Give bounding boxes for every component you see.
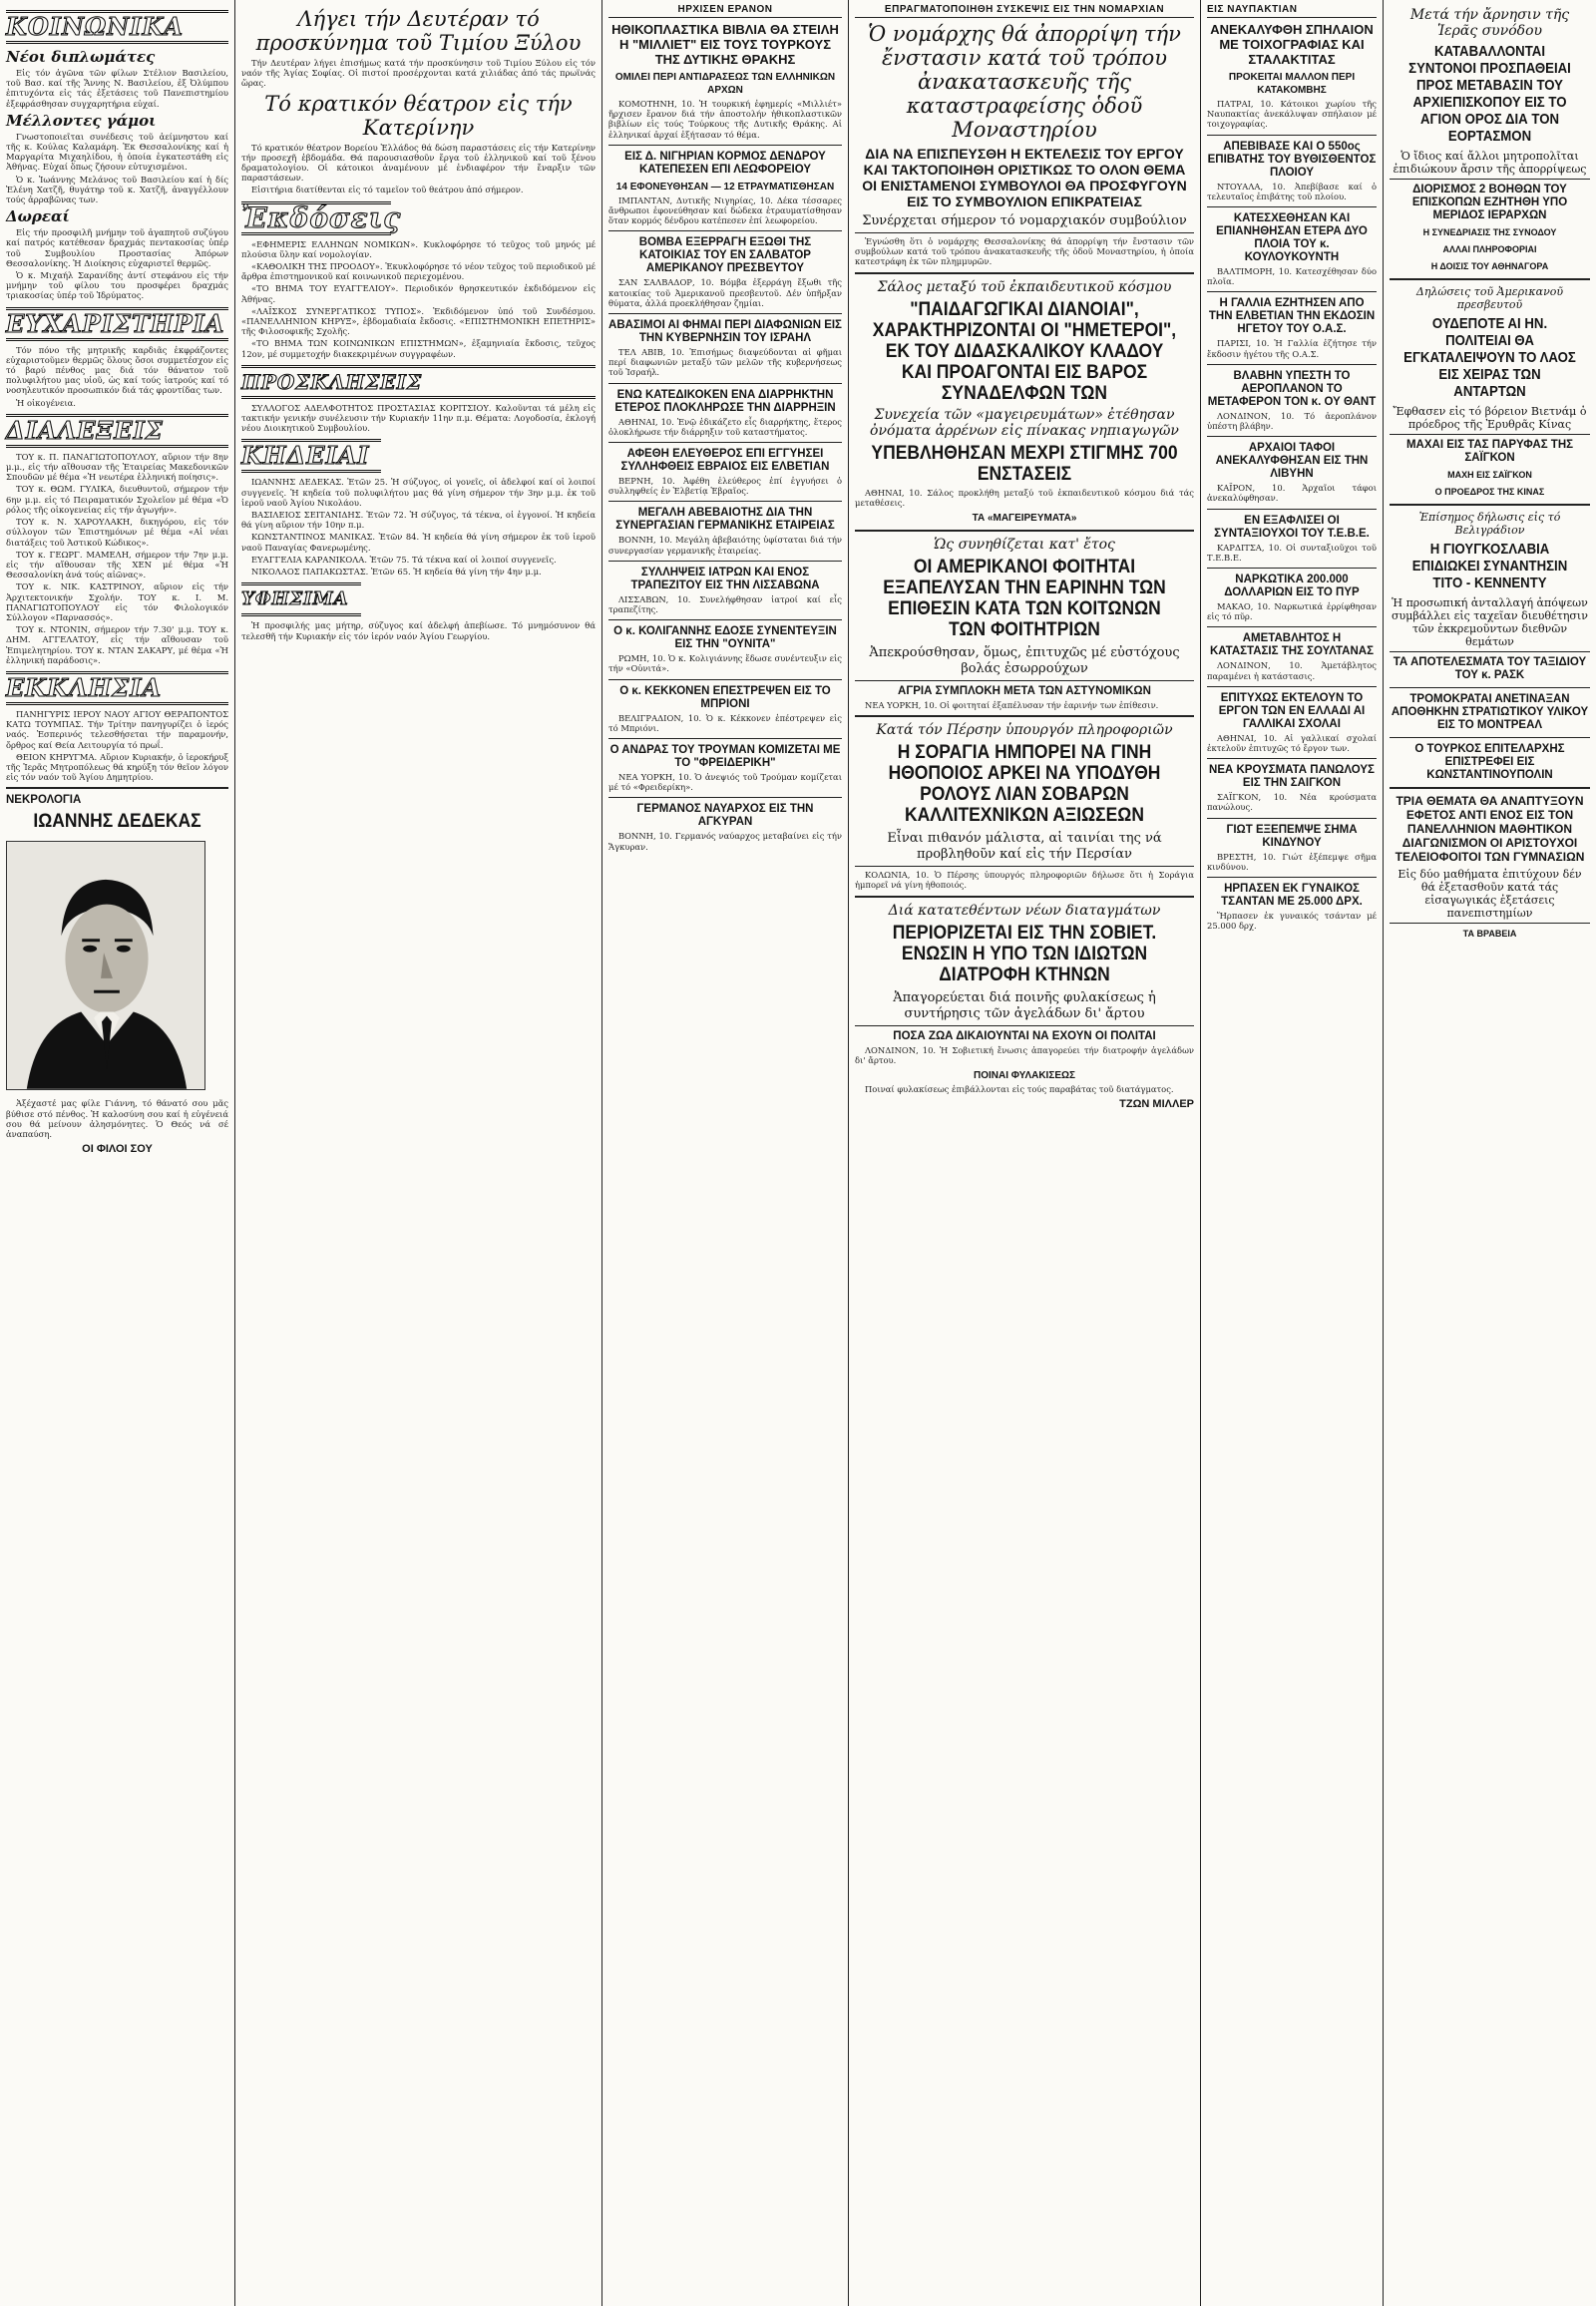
headline: Η ΣΟΡΑΓΙΑ ΗΜΠΟΡΕΙ ΝΑ ΓΙΝΗ ΗΘΟΠΟΙΟΣ ΑΡΚΕΙ ΝΑ ΥΠΟΔΥΘΗ ΡΟΛΟΥΣ ΛΙΑΝ ΣΟΒΑΡΩΝ ΚΑΛΛΙΤΕΧΝΙΚΩΝ ΑΞΙΩΣΕΩΝ bbox=[888, 742, 1161, 827]
headline: Ο κ. ΚΕΚΚΟΝΕΝ ΕΠΕΣΤΡΕΨΕΝ ΕΙΣ ΤΟ ΜΠΡΙΟΝΙ bbox=[619, 684, 831, 710]
body-text: ΠΑΝΗΓΥΡΙΣ ΙΕΡΟΥ ΝΑΟΥ ΑΓΙΟΥ ΘΕΡΑΠΟΝΤΟΣ ΚΑΤΩ ΤΟΥΜΠΑΣ. Τήν Τρίτην πανηγυρίζει ὁ ἱερός ναός. Ἑσπερινός τελεσθήσεται τήν παραμονήν, ὄρθρος καί Θεία Λειτουργία τό πρωΐ. ΘΕΙΟΝ ΚΗΡΥΓΜΑ. Αὔριον Κυριακήν, ὁ ἱεροκήρυξ τῆς Ἱερᾶς Μητροπόλεως θά κηρύξη τόν θεῖον λόγον εἰς τόν ναόν τοῦ Ἁγίου Δημητρίου. bbox=[6, 708, 228, 783]
headline: ΠΕΡΙΟΡΙΖΕΤΑΙ ΕΙΣ ΤΗΝ ΣΟΒΙΕΤ. ΕΝΩΣΙΝ Η ΥΠΟ ΤΩΝ ΙΔΙΩΤΩΝ ΔΙΑΤΡΟΦΗ ΚΤΗΝΩΝ bbox=[892, 922, 1157, 985]
running-head: ΕΙΣ ΝΑΥΠΑΚΤΙΑΝ bbox=[1207, 4, 1377, 18]
body-text: ΛΙΣΣΑΒΩΝ, 10. Συνελήφθησαν ἰατροί καί εἷς τραπεζίτης. bbox=[608, 593, 842, 615]
deck: Ἔφθασεν εἰς τό βόρειον Βιετνάμ ὁ πρόεδρος τῆς Ἐρυθρᾶς Κίνας bbox=[1390, 403, 1590, 435]
subheadline: ΑΓΡΙΑ ΣΥΜΠΛΟΚΗ ΜΕΤΑ ΤΩΝ ΑΣΤΥΝΟΜΙΚΩΝ bbox=[898, 685, 1151, 698]
subhead: ΑΛΛΑΙ ΠΛΗΡΟΦΟΡΙΑΙ bbox=[1442, 244, 1537, 254]
body-text: ΣΑΪΓΚΟΝ, 10. Νέα κρούσματα πανώλους. bbox=[1207, 792, 1377, 813]
subheadline: 14 ΕΦΟΝΕΥΘΗΣΑΝ — 12 ΕΤΡΑΥΜΑΤΙΣΘΗΣΑΝ bbox=[615, 181, 835, 192]
headline: ΟΙ ΑΜΕΡΙΚΑΝΟΙ ΦΟΙΤΗΤΑΙ ΕΞΑΠΕΛΥΣΑΝ ΤΗΝ ΕΑΡΙΝΗΝ ΤΩΝ ΕΠΙΘΕΣΙΝ ΚΑΤΑ ΤΩΝ ΚΟΙΤΩΝΩΝ ΤΩΝ ΦΟΙΤΗΤΡΙΩΝ bbox=[883, 557, 1166, 641]
body-text: ΒΟΝΝΗ, 10. Γερμανός ναύαρχος μεταβαίνει εἰς τήν Ἄγκυραν. bbox=[608, 831, 842, 852]
headline: Ο ΑΝΔΡΑΣ ΤΟΥ ΤΡΟΥΜΑΝ ΚΟΜΙΖΕΤΑΙ ΜΕ ΤΟ "ΦΡΕΙΔΕΡΙΚΗ" bbox=[609, 744, 841, 770]
headline: ΑΠΕΒΙΒΑΣΕ ΚΑΙ Ο 550ος ΕΠΙΒΑΤΗΣ ΤΟΥ ΒΥΘΙΣΘΕΝΤΟΣ ΠΛΟΙΟΥ bbox=[1207, 140, 1377, 179]
column-3 bbox=[601, 0, 848, 2306]
body-text: ΙΩΑΝΝΗΣ ΔΕΔΕΚΑΣ. Ἐτῶν 25. Ἡ σύζυγος, οἱ γονεῖς, οἱ ἀδελφοί καί οἱ λοιποί συγγενεῖς. Ἡ κηδεία τοῦ πολυφιλήτου μας θά γίνη σήμερον τήν 3ην μ.μ. ἐκ τοῦ ἱεροῦ ναοῦ Ἁγίου Νικολάου. ΒΑΣΙΛΕΙΟΣ ΣΕΙΤΑΝΙΔΗΣ. Ἐτῶν 72. Ἡ σύζυγος, τά τέκνα, οἱ ἐγγονοί. Ἡ κηδεία θά γίνη αὔριον τήν 10ην π.μ. ΚΩΝΣΤΑΝΤΙΝΟΣ ΜΑΝΙΚΑΣ. Ἐτῶν 84. Ἡ κηδεία θά γίνη σήμερον ἐκ τοῦ ἱεροῦ ναοῦ Παναγίας Φανερωμένης. ΕΥΑΓΓΕΛΙΑ ΚΑΡΑΝΙΚΟΛΑ. Ἐτῶν 75. Τά τέκνα καί οἱ λοιποί συγγενεῖς. ΝΙΚΟΛΑΟΣ ΠΑΠΑΚΩΣΤΑΣ. Ἐτῶν 65. Ἡ κηδεία θά γίνη τήν 4ην μ.μ. bbox=[241, 477, 596, 577]
body-text: ΛΟΝΔΙΝΟΝ, 10. Ἡ Σοβιετική ἔνωσις ἀπαγορεύει τήν διατροφήν ἀγελάδων δι' ἄρτου. bbox=[855, 1044, 1194, 1065]
kicker: Ἐπίσημος δήλωσις εἰς τό Βελιγράδιον bbox=[1418, 511, 1561, 537]
headline: ΟΥΔΕΠΟΤΕ ΑΙ ΗΝ. ΠΟΛΙΤΕΙΑΙ ΘΑ ΕΓΚΑΤΑΛΕΙΨΟΥΝ ΤΟ ΛΑΟΣ ΕΙΣ ΧΕΙΡΑΣ ΤΩΝ ΑΝΤΑΡΤΩΝ bbox=[1403, 315, 1576, 400]
subhead: Η ΣΥΝΕΔΡΙΑΣΙΣ ΤΗΣ ΣΥΝΟΔΟΥ bbox=[1422, 227, 1557, 237]
body-text: ΛΟΝΔΙΝΟΝ, 10. Ἀμετάβλητος παραμένει ἡ κατάστασις. bbox=[1207, 660, 1377, 681]
headline: ΑΒΑΣΙΜΟΙ ΑΙ ΦΗΜΑΙ ΠΕΡΙ ΔΙΑΦΩΝΙΩΝ ΕΙΣ ΤΗΝ ΚΥΒΕΡΝΗΣΙΝ ΤΟΥ ΙΣΡΑΗΛ bbox=[608, 319, 842, 345]
column-5 bbox=[1200, 0, 1383, 2306]
body-text: «ΕΦΗΜΕΡΙΣ ΕΛΛΗΝΩΝ ΝΟΜΙΚΩΝ». Κυκλοφόρησε τό τεῦχος τοῦ μηνός μέ πλούσια ὕλην καί νομολογίαν. «ΚΑΘΟΛΙΚΗ ΤΗΣ ΠΡΟΟΔΟΥ». Ἐκυκλοφόρησε τό νέον τεῦχος τοῦ περιοδικοῦ μέ ἄρθρα ἐπιστημονικοῦ καί κοινωνικοῦ περιεχομένου. «ΤΟ ΒΗΜΑ ΤΟΥ ΕΥΑΓΓΕΛΙΟΥ». Περιοδικόν θρησκευτικόν ἐκδιδόμενον εἰς Ἀθήνας. «ΛΑΪΣΚΟΣ ΣΥΝΕΡΓΑΤΙΚΟΣ ΤΥΠΟΣ». Ἐκδιδόμενον ὑπό τοῦ Συνδέσμου. «ΠΑΝΕΛΛΗΝΙΟΝ ΚΗΡΥΞ», ἑβδομαδιαία ἔκδοσις. «ΕΠΙΣΤΗΜΟΝΙΚΗ ΕΠΕΤΗΡΙΣ» τῆς Φιλοσοφικῆς Σχολῆς. «ΤΟ ΒΗΜΑ ΤΩΝ ΚΟΙΝΩΝΙΚΩΝ ΕΠΙΣΤΗΜΩΝ», ἑξαμηνιαία ἔκδοσις, τεῦχος 12ον, μέ συμμετοχήν διακεκριμένων συγγραφέων. bbox=[241, 238, 596, 359]
body-text: ΤΕΛ ΑΒΙΒ, 10. Ἐπισήμως διαψεύδονται αἱ φῆμαι περί διαφωνιῶν μεταξύ τῶν μελῶν τῆς κυβερνήσεως τοῦ Ἰσραήλ. bbox=[608, 347, 842, 378]
headline: ΕΠΙΤΥΧΩΣ ΕΚΤΕΛΟΥΝ ΤΟ ΕΡΓΟΝ ΤΩΝ ΕΝ ΕΛΛΑΔΙ ΑΙ ΓΑΛΛΙΚΑΙ ΣΧΟΛΑΙ bbox=[1218, 691, 1366, 730]
kicker: Ὡς συνηθίζεται κατ' ἔτος bbox=[934, 537, 1115, 554]
body-text: Τήν Δευτέραν λήγει ἐπισήμως κατά τήν προσκύνησιν τοῦ Τιμίου Ξύλου εἰς τόν ναόν τῆς Ἁγίας Σοφίας. Οἱ πιστοί προσέρχονται κατά χιλιάδας ἀπό τάς πρωϊνάς ὥρας. bbox=[241, 58, 596, 89]
headline: ΥΠΕΒΛΗΘΗΣΑΝ ΜΕΧΡΙ ΣΤΙΓΜΗΣ 700 ΕΝΣΤΑΣΕΙΣ bbox=[871, 442, 1178, 485]
body-text: Ἀξέχαστέ μας φίλε Γιάννη, τό θάνατό σου μᾶς βύθισε στό πένθος. Ἡ καλοσύνη σου καί ἡ εὐγένειά σου θά μείνουν ἀλησμόνητες. Ὁ Θεός νά σέ ἀναπαύση. bbox=[6, 1098, 228, 1139]
headline: "ΠΑΙΔΑΓΩΓΙΚΑΙ ΔΙΑΝΟΙΑΙ", ΧΑΡΑΚΤΗΡΙΖΟΝΤΑΙ ΟΙ "ΗΜΕΤΕΡΟΙ", ΕΚ ΤΟΥ ΔΙΔΑΣΚΑΛΙΚΟΥ ΚΛΑΔΟΥ ΚΑΙ ΠΡΟΑΓΟΝΤΑΙ ΕΙΣ ΒΑΡΟΣ ΣΥΝΑΔΕΛΦΩΝ ΤΩΝ bbox=[872, 298, 1177, 404]
body-text: ΚΑΡΔΙΤΣΑ, 10. Οἱ συνταξιοῦχοι τοῦ Τ.Ε.Β.Ε. bbox=[1207, 542, 1377, 563]
headline-state-theatre: Τό κρατικόν θέατρον εἰς τήν Κατερίνην bbox=[264, 91, 573, 140]
body-text: Γνωστοποιεῖται συνέδεσις τοῦ ἀείμνηστου καί τῆς κ. Κούλας Καλαμάρη. Ἐκ Θεσσαλονίκης καί ἡ Μαργαρίτα Μιχαηλίδου, ἡ ὁποία ἐγκατεστάθη εἰς Ἀθήνας. Εὐχαί ὅπως ζήσουν εὐτυχισμένοι. Ὁ κ. Ἰωάννης Μελάνος τοῦ Βασιλείου καί ἡ δίς Ἑλένη Χατζῆ, θυγάτηρ τοῦ κ. Χατζῆ, ἀναγγέλλουν τούς ἀρραβῶνας των. bbox=[6, 131, 228, 205]
body-text: Τόν πόνο τῆς μητρικῆς καρδιᾶς ἐκφράζοντες εὐχαριστοῦμεν θερμῶς ὅλους ὅσοι συμμετέσχον εἰς τό βαρύ πένθος μας διά τόν θάνατον τοῦ πολυφιλήτου μας υἱοῦ, ὡς καί τούς ἰατρούς καί τό νοσηλευτικόν προσωπικόν διά τάς φροντίδας των. Ἡ οἰκογένεια. bbox=[6, 344, 228, 408]
column-4 bbox=[848, 0, 1200, 2306]
deck: Εἶναι πιθανόν μάλιστα, αἱ ταινίαι της νά προβληθοῦν καί εἰς τήν Περσίαν bbox=[855, 829, 1194, 867]
body-text: ΝΕΑ ΥΟΡΚΗ, 10. Ὁ ἀνεψιός τοῦ Τρούμαν κομίζεται μέ τό «Φρειδερίκη». bbox=[608, 772, 842, 793]
section-koinonika: ΚΟΙΝΩΝΙΚΑ bbox=[6, 10, 228, 44]
body-text: ΙΜΠΑΝΤΑΝ, Δυτικῆς Νιγηρίας, 10. Δέκα τέσσαρες ἄνθρωποι ἐφονεύθησαν καί δώδεκα ἐτραυματίσθησαν ὅταν κορμός δένδρου κατέπεσεν ἐπί λεωφορείου. bbox=[608, 194, 842, 226]
headline: ΓΙΩΤ ΕΞΕΠΕΜΨΕ ΣΗΜΑ ΚΙΝΔΥΝΟΥ bbox=[1226, 823, 1358, 849]
kicker: Σάλος μεταξύ τοῦ ἐκπαιδευτικοῦ κόσμου bbox=[877, 278, 1172, 295]
body-text: ΑΘΗΝΑΙ, 10. Ἐνῷ ἐδικάζετο εἷς διαρρήκτης, ἕτερος ὁλοκλήρωσε τήν διάρρηξιν τοῦ καταστήματος. bbox=[608, 416, 842, 437]
kicker: Συνεχεία τῶν «μαγειρευμάτων» ἐτέθησαν ὀνόματα ἀρρένων εἰς πίνακας νηπιαγωγῶν bbox=[870, 406, 1179, 439]
deck: Ἀπαγορεύεται διά ποινῆς φυλακίσεως ἡ συντήρησις τῶν ἀγελάδων δι' ἄρτου bbox=[855, 988, 1194, 1026]
section-dialexeis: ΔΙΑΛΕΞΕΙΣ bbox=[6, 414, 228, 448]
deck: Ὁ ἴδιος καί ἄλλοι μητροπολῖται ἐπιδιώκουν ἄρσιν τῆς ἀπορρίψεως bbox=[1390, 148, 1590, 180]
column-2 bbox=[234, 0, 601, 2306]
subhead-new-diplomats: Νέοι διπλωμάτες bbox=[6, 48, 156, 66]
section-ekdoseis: Ἐκδόσεις bbox=[241, 200, 402, 234]
body-text: ΝΤΟΥΑΛΑ, 10. Ἀπεβίβασε καί ὁ τελευταῖος ἐπιβάτης τοῦ πλοίου. bbox=[1207, 181, 1377, 201]
subhead: Η ΔΟΙΣΙΣ ΤΟΥ ΑΘΗΝΑΓΟΡΑ bbox=[1430, 261, 1549, 271]
body-text: ΒΕΛΙΓΡΑΔΙΟΝ, 10. Ὁ κ. Κέκκονεν ἐπέστρεψεν εἰς τό Μπριόνι. bbox=[608, 712, 842, 733]
subheadline: ΟΜΙΛΕΙ ΠΕΡΙ ΑΝΤΙΔΡΑΣΕΩΣ ΤΩΝ ΕΛΛΗΝΙΚΩΝ ΑΡΧΩΝ bbox=[614, 72, 836, 96]
headline: Ο κ. ΚΟΛΙΓΑΝΝΗΣ ΕΔΟΣΕ ΣΥΝΕΝΤΕΥΞΙΝ ΕΙΣ ΤΗΝ "ΟΥΝΙΤΑ" bbox=[613, 625, 837, 651]
subheadline: ΜΑΧΑΙ ΕΙΣ ΤΑΣ ΠΑΡΥΦΑΣ ΤΗΣ ΣΑΪΓΚΟΝ bbox=[1405, 439, 1574, 464]
body-text: ΜΑΚΑΟ, 10. Ναρκωτικά ἐρρίφθησαν εἰς τό πῦρ. bbox=[1207, 601, 1377, 622]
subhead: ΤΑ «ΜΑΓΕΙΡΕΥΜΑΤΑ» bbox=[972, 513, 1077, 525]
headline: ΔΙΑ ΝΑ ΕΠΙΣΠΕΥΣΘΗ Η ΕΚΤΕΛΕΣΙΣ ΤΟΥ ΕΡΓΟΥ ΚΑΙ ΤΑΚΤΟΠΟΙΗΘΗ ΟΡΙΣΤΙΚΩΣ ΤΟ ΟΛΟΝ ΘΕΜΑ ΟΙ ΕΝΙΣΤΑΜΕΝΟΙ ΣΥΜΒΟΥΛΟΙ ΘΑ ΠΡΟΣΦΥΓΟΥΝ ΕΙΣ ΤΟ ΣΥΜΒΟΥΛΙΟΝ ΕΠΙΚΡΑΤΕΙΑΣ bbox=[862, 146, 1187, 209]
section-ypheisima: ΥΦΗΣΙΜΑ bbox=[241, 582, 361, 616]
body-text: Εἰς τόν ἀγῶνα τῶν φίλων Στέλιον Βασιλείου, τοῦ Βασ. καί τῆς Ἄννης Ν. Βασιλείου, ἐξ Ὀλύμπου ἐπιτυχόντα εἰς τάς ἐξετάσεις τοῦ Πανεπιστημίου ἐξεφράσθησαν συγχαρητήρια εὐχαί. bbox=[6, 68, 228, 109]
body-text: Ἐγνώσθη ὅτι ὁ νομάρχης Θεσσαλονίκης θά ἀπορρίψη τήν ἔνστασιν τῶν συμβούλων κατά τοῦ τρόπου ἀνακατασκευῆς τῆς ὁδοῦ Μοναστηρίου, ἡ ὁποία κατεστράφη ἐκ τῶν πλημμυρῶν. bbox=[855, 236, 1194, 267]
body-text: ΠΑΤΡΑΙ, 10. Κάτοικοι χωρίου τῆς Ναυπακτίας ἀνεκάλυψαν σπήλαιον μέ τοιχογραφίας. bbox=[1207, 99, 1377, 130]
headline: ΒΛΑΒΗΝ ΥΠΕΣΤΗ ΤΟ ΑΕΡΟΠΛΑΝΟΝ ΤΟ ΜΕΤΑΦΕΡΟΝ ΤΟΝ κ. ΟΥ ΘΑΝΤ bbox=[1207, 369, 1377, 408]
body-text: ΑΘΗΝΑΙ, 10. Σάλος προκλήθη μεταξύ τοῦ ἐκπαιδευτικοῦ κόσμου διά τάς μεταθέσεις. bbox=[855, 487, 1194, 508]
body-text: Τό κρατικόν θέατρον Βορείου Ἑλλάδος θά δώση παραστάσεις εἰς τήν Κατερίνην τήν προσεχῆ ἑβδομάδα. Θά παρουσιασθοῦν ἔργα τοῦ ἑλληνικοῦ καί τοῦ ξένου δραματολογίου. Οἱ κάτοικοι ἀναμένουν μέ ἐνδιαφέρον τήν ἔναρξιν τῶν παραστάσεων. Εἰσιτήρια διατίθενται εἰς τό ταμεῖον τοῦ θεάτρου ἀπό σήμερον. bbox=[241, 142, 596, 195]
headline: ΑΡΧΑΙΟΙ ΤΑΦΟΙ ΑΝΕΚΑΛΥΦΘΗΣΑΝ ΕΙΣ ΤΗΝ ΛΙΒΥΗΝ bbox=[1215, 442, 1369, 481]
body-text: ΒΕΡΝΗ, 10. Ἀφέθη ἐλεύθερος ἐπί ἐγγυήσει ὁ συλληφθείς ἐν Ἐλβετίᾳ Ἑβραῖος. bbox=[608, 476, 842, 497]
headline: ΤΡΙΑ ΘΕΜΑΤΑ ΘΑ ΑΝΑΠΤΥΞΟΥΝ ΕΦΕΤΟΣ ΑΝΤΙ ΕΝΟΣ ΕΙΣ ΤΟΝ ΠΑΝΕΛΛΗΝΙΟΝ ΜΑΘΗΤΙΚΟΝ ΔΙΑΓΩΝΙΣΜΟΝ ΟΙ ΑΡΙΣΤΟΥΧΟΙ ΤΕΛΕΙΟΦΟΙΤΟΙ ΤΩΝ ΓΥΜΝΑΣΙΩΝ bbox=[1395, 794, 1585, 864]
body-text: ΒΡΕΣΤΗ, 10. Γιώτ ἐξέπεμψε σῆμα κινδύνου. bbox=[1207, 851, 1377, 872]
body-text: Ἡ προσφιλής μας μήτηρ, σύζυγος καί ἀδελφή ἀπεβίωσε. Τό μνημόσυνον θά τελεσθῆ τήν Κυριακήν εἰς τόν ἱερόν ναόν Ἁγίου Γεωργίου. bbox=[241, 620, 596, 641]
body-text: Ἥρπασεν ἐκ γυναικός τσάνταν μέ 25.000 δρχ. bbox=[1207, 911, 1377, 932]
body-text: Εἰς τήν προσφιλῆ μνήμην τοῦ ἀγαπητοῦ συζύγου καί πατρός κατέθεσαν δραχμάς πεντακοσίας ὑπέρ τοῦ Συμβουλίου Προστασίας Ἀπόρων Θεσσαλονίκης. Ἡ Διοίκησις εὐχαριστεῖ θερμῶς. Ὁ κ. Μιχαήλ Σαρανίδης ἀντί στεφάνου εἰς τήν μνήμην τοῦ φίλου του προσφέρει δραχμάς τριακοσίας ὑπέρ τοῦ Ἱδρύματος. bbox=[6, 227, 228, 301]
kicker: Μετά τήν ἄρνησιν τῆς Ἱερᾶς συνόδου bbox=[1409, 7, 1570, 39]
headline: ΤΡΟΜΟΚΡΑΤΑΙ ΑΝΕΤΙΝΑΞΑΝ ΑΠΟΘΗΚΗΝ ΣΤΡΑΤΙΩΤΙΚΟΥ ΥΛΙΚΟΥ ΕΙΣ ΤΟ ΜΟΝΤΡΕΑΛ bbox=[1391, 693, 1589, 731]
body-text: ΚΟΜΟΤΗΝΗ, 10. Ἡ τουρκική ἐφημερίς «Μιλλιέτ» ἤρχισεν ἔρανον διά τήν ἀποστολήν ἠθικοπλαστικῶν βιβλίων εἰς τούς Τούρκους τῆς Δυτικῆς Θράκης. Αἱ ἑλληνικαί ἀρχαί ἐξήτασαν τό θέμα. bbox=[608, 99, 842, 140]
body-text: ΠΑΡΙΣΙ, 10. Ἡ Γαλλία ἐζήτησε τήν ἔκδοσιν ἡγέτου τῆς Ο.Α.Σ. bbox=[1207, 338, 1377, 359]
body-text: ΒΟΝΝΗ, 10. Μεγάλη ἀβεβαιότης ὑφίσταται διά τήν συνεργασίαν γερμανικῆς ἑταιρείας. bbox=[608, 535, 842, 556]
column-1 bbox=[0, 0, 234, 2306]
headline: ΑΦΕΘΗ ΕΛΕΥΘΕΡΟΣ ΕΠΙ ΕΓΓΥΗΣΕΙ ΣΥΛΛΗΦΘΕΙΣ ΕΒΡΑΙΟΣ ΕΙΣ ΕΛΒΕΤΙΑΝ bbox=[620, 448, 830, 474]
subhead-donations: Δωρεαί bbox=[6, 207, 70, 226]
portrait-photo bbox=[6, 841, 205, 1090]
deck: Εἰς δύο μαθήματα ἐπιτύχουν δέν θά ἐξετασθοῦν κατά τάς εἰσαγωγικάς ἐξετάσεις πανεπιστημίων bbox=[1390, 866, 1590, 924]
subhead: ΜΑΧΗ ΕΙΣ ΣΑΪΓΚΟΝ bbox=[1447, 470, 1532, 480]
section-eucharistiria: ΕΥΧΑΡΙΣΤΗΡΙΑ bbox=[6, 307, 228, 341]
deck: Συνέρχεται σήμερον τό νομαρχιακόν συμβούλιον bbox=[855, 211, 1194, 233]
section-ekklisia: ΕΚΚΛΗΣΙΑ bbox=[6, 671, 228, 705]
headline-nomarch: Ὁ νομάρχης θά ἀπορρίψη τήν ἔνστασιν κατά τοῦ τρόπου ἀνακατασκευῆς τῆς καταστραφείσης ὁδοῦ Μοναστηρίου bbox=[868, 22, 1181, 142]
section-proskliseis: ΠΡΟΣΚΛΗΣΕΙΣ bbox=[241, 365, 596, 399]
body-text: ΒΑΛΤΙΜΟΡΗ, 10. Κατεσχέθησαν δύο πλοῖα. bbox=[1207, 266, 1377, 287]
body-text: ΣΑΝ ΣΑΛΒΑΔΟΡ, 10. Βόμβα ἐξερράγη ἔξωθι τῆς κατοικίας τοῦ Ἀμερικανοῦ πρεσβευτοῦ. Δέν ὑπῆρξαν θύματα, ἀλλά προεκλήθησαν ζημίαι. bbox=[608, 277, 842, 308]
headline: ΗΡΠΑΣΕΝ ΕΚ ΓΥΝΑΙΚΟΣ ΤΣΑΝΤΑΝ ΜΕ 25.000 ΔΡΧ. bbox=[1221, 883, 1363, 909]
kicker: Κατά τόν Πέρσην ὑπουργόν πληροφοριῶν bbox=[876, 722, 1173, 739]
subheadline: ΠΟΣΑ ΖΩΑ ΔΙΚΑΙΟΥΝΤΑΙ ΝΑ ΕΧΟΥΝ ΟΙ ΠΟΛΙΤΑΙ bbox=[893, 1029, 1156, 1042]
headline: Η ΓΙΟΥΓΚΟΣΛΑΒΙΑ ΕΠΙΔΙΩΚΕΙ ΣΥΝΑΝΤΗΣΙΝ ΤΙΤΟ - ΚΕΝΝΕΝΤΥ bbox=[1411, 541, 1568, 591]
running-head: ΕΠΡΑΓΜΑΤΟΠΟΙΗΘΗ ΣΥΣΚΕΨΙΣ ΕΙΣ ΤΗΝ ΝΟΜΑΡΧΙΑΝ bbox=[855, 4, 1194, 18]
body-text: ΑΘΗΝΑΙ, 10. Αἱ γαλλικαί σχολαί ἐκτελοῦν ἐπιτυχῶς τό ἔργον των. bbox=[1207, 732, 1377, 754]
headline: Η ΓΑΛΛΙΑ ΕΖΗΤΗΣΕΝ ΑΠΟ ΤΗΝ ΕΛΒΕΤΙΑΝ ΤΗΝ ΕΚΔΟΣΙΝ ΗΓΕΤΟΥ ΤΟΥ Ο.Α.Σ. bbox=[1208, 297, 1376, 336]
headline: Ο ΤΟΥΡΚΟΣ ΕΠΙΤΕΛΑΡΧΗΣ ΕΠΙΣΤΡΕΦΕΙ ΕΙΣ ΚΩΝΣΤΑΝΤΙΝΟΥΠΟΛΙΝ bbox=[1414, 743, 1565, 781]
subhead: ΤΑ ΒΡΑΒΕΙΑ bbox=[1462, 929, 1517, 939]
headline: ΕΝ ΕΞΑΦΛΙΣΕΙ ΟΙ ΣΥΝΤΑΞΙΟΥΧΟΙ ΤΟΥ Τ.Ε.Β.Ε. bbox=[1214, 514, 1370, 540]
headline: ΗΘΙΚΟΠΛΑΣΤΙΚΑ ΒΙΒΛΙΑ ΘΑ ΣΤΕΙΛΗ Η "ΜΙΛΛΙΕΤ" ΕΙΣ ΤΟΥΣ ΤΟΥΡΚΟΥΣ ΤΗΣ ΔΥΤΙΚΗΣ ΘΡΑΚΗΣ bbox=[611, 22, 839, 67]
headline: ΓΕΡΜΑΝΟΣ ΝΑΥΑΡΧΟΣ ΕΙΣ ΤΗΝ ΑΓΚΥΡΑΝ bbox=[636, 803, 814, 829]
subhead: ΠΟΙΝΑΙ ΦΥΛΑΚΙΣΕΩΣ bbox=[973, 1070, 1076, 1082]
headline: ΚΑΤΕΣΧΕΘΗΣΑΝ ΚΑΙ ΕΠΙΑΝΗΘΗΣΑΝ ΕΤΕΡΑ ΔΥΟ ΠΛΟΙΑ ΤΟΥ κ. ΚΟΥΛΟΥΚΟΥΝΤΗ bbox=[1216, 212, 1368, 264]
necrology-signature: ΟΙ ΦΙΛΟΙ ΣΟΥ bbox=[82, 1143, 153, 1156]
necrology-label: ΝΕΚΡΟΛΟΓΙΑ bbox=[6, 794, 82, 807]
kicker: Διά κατατεθέντων νέων διαταγμάτων bbox=[888, 902, 1161, 919]
headline: ΣΥΛΛΗΨΕΙΣ ΙΑΤΡΩΝ ΚΑΙ ΕΝΟΣ ΤΡΑΠΕΖΙΤΟΥ ΕΙΣ ΤΗΝ ΛΙΣΣΑΒΩΝΑ bbox=[630, 566, 820, 591]
body-text: ΛΟΝΔΙΝΟΝ, 10. Τό ἀεροπλάνον ὑπέστη βλάβην. bbox=[1207, 410, 1377, 432]
body-text: Ποιναί φυλακίσεως ἐπιβάλλονται εἰς τούς παραβάτας τοῦ διατάγματος. bbox=[865, 1084, 1174, 1095]
headline: ΝΑΡΚΩΤΙΚΑ 200.000 ΔΟΛΛΑΡΙΩΝ ΕΙΣ ΤΟ ΠΥΡ bbox=[1224, 574, 1360, 599]
byline: ΤΖΩΝ ΜΙΛΛΕΡ bbox=[1119, 1098, 1194, 1111]
body-text: ΝΕΑ ΥΟΡΚΗ, 10. Οἱ φοιτηταί ἐξαπέλυσαν τήν ἐαρινήν των ἐπίθεσιν. bbox=[865, 700, 1159, 711]
headline: ΚΑΤΑΒΑΛΛΟΝΤΑΙ ΣΥΝΤΟΝΟΙ ΠΡΟΣΠΑΘΕΙΑΙ ΠΡΟΣ ΜΕΤΑΒΑΣΙΝ ΤΟΥ ΑΡΧΙΕΠΙΣΚΟΠΟΥ ΕΙΣ ΤΟ ΑΓΙΟΝ ΟΡΟΣ ΔΙΑ ΤΟΝ ΕΟΡΤΑΣΜΟΝ bbox=[1408, 43, 1571, 145]
body-text: ΤΟΥ κ. Π. ΠΑΝΑΓΙΩΤΟΠΟΥΛΟΥ, αὔριον τήν 8ην μ.μ., εἰς τήν αἴθουσαν τῆς Ἑταιρείας Μακεδονικῶν Σπουδῶν μέ θέμα «Ἡ νεωτέρα ἑλληνική ποίησις». ΤΟΥ κ. ΘΩΜ. ΓΥΛΙΚΑ, διευθυντοῦ, σήμερον τήν 6ην μ.μ. εἰς τό Πειραματικόν Σχολεῖον μέ θέμα «Ὁ ρόλος τῆς οἰκογενείας εἰς τήν ἀγωγήν». ΤΟΥ κ. Ν. ΧΑΡΟΥΛΑΚΗ, δικηγόρου, εἰς τόν σύλλογον τῶν Ἐπιστημόνων μέ θέμα «Αἱ νέαι διατάξεις τοῦ Ἀστικοῦ Κώδικος». ΤΟΥ κ. ΓΕΩΡΓ. ΜΑΜΕΛΗ, σήμερον τήν 7ην μ.μ. εἰς τήν αἴθουσαν τῆς ΧΕΝ μέ θέμα «Ἡ Θεσσαλονίκη ἀνά τούς αἰῶνας». ΤΟΥ κ. ΝΙΚ. ΚΑΣΤΡΙΝΟΥ, αὔριον εἰς τήν Ἀρχιτεκτονικήν Σχολήν. ΤΟΥ κ. Ι. Μ. ΠΑΝΑΓΙΩΤΟΠΟΥΛΟΥ εἰς τόν Φιλολογικόν Σύλλογον «Παρνασσός». ΤΟΥ κ. ΝΤΟΝΙΝ, σήμερον τήν 7.30' μ.μ. ΤΟΥ κ. ΔΗΜ. ΑΓΓΕΛΑΤΟΥ, εἰς τήν αἴθουσαν τοῦ Ἐπιμελητηρίου. ΤΟΥ κ. ΝΤΑΝ ΣΑΚΑΡΥ, μέ θέμα «Ἡ ἑλληνική παράδοσις». bbox=[6, 451, 228, 665]
headline: ΒΟΜΒΑ ΕΞΕΡΡΑΓΗ ΕΞΩΘΙ ΤΗΣ ΚΑΤΟΙΚΙΑΣ ΤΟΥ ΕΝ ΣΑΛΒΑΤΟΡ ΑΜΕΡΙΚΑΝΟΥ ΠΡΕΣΒΕΥΤΟΥ bbox=[638, 236, 812, 275]
subheadline: ΠΡΟΚΕΙΤΑΙ ΜΑΛΛΟΝ ΠΕΡΙ ΚΑΤΑΚΟΜΒΗΣ bbox=[1228, 72, 1356, 96]
body-text: ΣΥΛΛΟΓΟΣ ΑΔΕΛΦΟΤΗΤΟΣ ΠΡΟΣΤΑΣΙΑΣ ΚΟΡΙΤΣΙΟΥ. Καλοῦνται τά μέλη εἰς τακτικήν γενικήν συνέλευσιν τήν Κυριακήν 11ην π.μ. Θέματα: Λογοδοσία, ἐκλογή νέου Διοικητικοῦ Συμβουλίου. bbox=[241, 402, 596, 434]
subhead: Ο ΠΡΟΕΔΡΟΣ ΤΗΣ ΚΙΝΑΣ bbox=[1434, 487, 1545, 497]
headline: ΑΜΕΤΑΒΛΗΤΟΣ Η ΚΑΤΑΣΤΑΣΙΣ ΤΗΣ ΣΟΥΛΤΑΝΑΣ bbox=[1210, 632, 1374, 658]
deck: Ἡ προσωπική ἀνταλλαγή ἀπόψεων συμβάλλει εἰς ταχεῖαν διευθέτησιν τῶν ἐκκρεμοῦντων διεθνῶν θεμάτων bbox=[1390, 594, 1590, 652]
headline-holy-cross: Λήγει τήν Δευτέραν τό προσκύνημα τοῦ Τιμίου Ξύλου bbox=[255, 7, 582, 55]
section-kideiai: ΚΗΔΕΙΑΙ bbox=[241, 439, 381, 473]
headline: ΕΝΩ ΚΑΤΕΔΙΚΟΚΕΝ ΕΝΑ ΔΙΑΡΡΗΚΤΗΝ ΕΤΕΡΟΣ ΠΛΟΚΛΗΡΩΣΕ ΤΗΝ ΔΙΑΡΡΗΞΙΝ bbox=[614, 388, 836, 414]
kicker: Δηλώσεις τοῦ Ἀμερικανοῦ πρεσβευτοῦ bbox=[1415, 285, 1564, 311]
subheadline: ΔΙΟΡΙΣΜΟΣ 2 ΒΟΗΘΩΝ ΤΟΥ ΕΠΙΣΚΟΠΩΝ ΕΖΗΤΗΘΗ ΥΠΟ ΜΕΡΙΔΟΣ ΙΕΡΑΡΧΩΝ bbox=[1411, 184, 1568, 221]
body-text: ΡΩΜΗ, 10. Ὁ κ. Κολιγιάννης ἔδωσε συνέντευξιν εἰς τήν «Οὐνιτά». bbox=[608, 653, 842, 674]
subhead-future-weddings: Μέλλοντες γάμοι bbox=[6, 111, 157, 130]
headline: ΕΙΣ Δ. ΝΙΓΗΡΙΑΝ ΚΟΡΜΟΣ ΔΕΝΔΡΟΥ ΚΑΤΕΠΕΣΕΝ ΕΠΙ ΛΕΩΦΟΡΕΙΟΥ bbox=[624, 150, 826, 176]
headline: ΝΕΑ ΚΡΟΥΣΜΑΤΑ ΠΑΝΩΛΟΥΣ ΕΙΣ ΤΗΝ ΣΑΙΓΚΟΝ bbox=[1209, 764, 1375, 790]
subheadline: ΤΑ ΑΠΟΤΕΛΕΣΜΑΤΑ ΤΟΥ ΤΑΞΙΔΙΟΥ ΤΟΥ κ. ΡΑΣΚ bbox=[1393, 656, 1587, 681]
column-6 bbox=[1383, 0, 1596, 2306]
deck: Ἀπεκρούσθησαν, ὅμως, ἐπιτυχῶς μέ εὐστόχους βολάς ἐσωρρούχων bbox=[855, 643, 1194, 681]
headline: ΜΕΓΑΛΗ ΑΒΕΒΑΙΟΤΗΣ ΔΙΑ ΤΗΝ ΣΥΝΕΡΓΑΣΙΑΝ ΓΕΡΜΑΝΙΚΗΣ ΕΤΑΙΡΕΙΑΣ bbox=[615, 507, 835, 533]
necrology-name: ΙΩΑΝΝΗΣ ΔΕΔΕΚΑΣ bbox=[33, 811, 201, 833]
body-text: ΚΑΪΡΟΝ, 10. Ἀρχαῖοι τάφοι ἀνεκαλύφθησαν. bbox=[1207, 483, 1377, 504]
body-text: ΚΟΛΩΝΙΑ, 10. Ὁ Πέρσης ὑπουργός πληροφοριῶν δήλωσε ὅτι ἡ Σοράγια ἠμπορεῖ νά γίνη ἠθοποιός. bbox=[855, 870, 1194, 891]
headline: ΑΝΕΚΑΛΥΦΘΗ ΣΠΗΛΑΙΟΝ ΜΕ ΤΟΙΧΟΓΡΑΦΙΑΣ ΚΑΙ ΣΤΑΛΑΚΤΙΤΑΣ bbox=[1210, 22, 1374, 67]
running-head: ΗΡΧΙΣΕΝ ΕΡΑΝΟΝ bbox=[608, 4, 842, 18]
